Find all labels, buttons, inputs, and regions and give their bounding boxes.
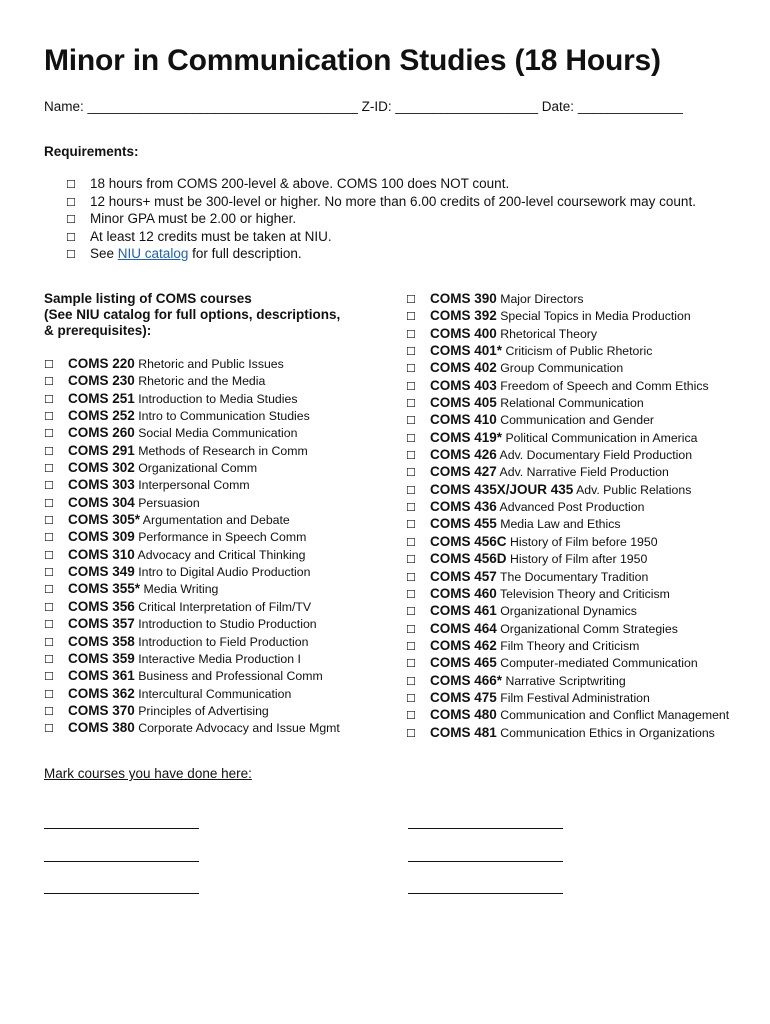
- course-item: [406, 326, 729, 343]
- course-code: COMS 475: [430, 689, 497, 705]
- checkbox[interactable]: ☐: [44, 600, 54, 614]
- checkbox[interactable]: ☐: [44, 358, 54, 371]
- course-item: [44, 616, 340, 633]
- course-title: Social Media Communication: [138, 426, 298, 441]
- course-title: Performance in Speech Comm: [138, 530, 307, 545]
- checkbox[interactable]: ☐: [406, 345, 416, 359]
- course-title: Rhetoric and Public Issues: [138, 357, 284, 371]
- course-code: COMS 291: [68, 442, 135, 458]
- course-item: [406, 291, 729, 308]
- course-item: [406, 430, 729, 447]
- course-code: COMS 251: [68, 390, 135, 406]
- course-code: COMS 305*: [68, 512, 141, 528]
- course-item: [406, 516, 729, 533]
- checkbox[interactable]: ☐: [406, 449, 416, 463]
- course-list-right: [406, 291, 729, 742]
- checkbox[interactable]: ☐: [44, 375, 54, 389]
- course-title: Adv. Public Relations: [576, 482, 692, 497]
- course-code: COMS 302: [68, 460, 135, 476]
- checkbox[interactable]: ☐: [406, 674, 416, 688]
- checkbox[interactable]: ☐: [406, 431, 416, 445]
- course-title: Organizational Comm Strategies: [500, 621, 678, 636]
- requirement-item: ☐ See NIU catalog for full description.: [66, 246, 696, 264]
- course-title: Communication Ethics in Organizations: [500, 725, 715, 740]
- sample-listing-heading: Sample listing of COMS courses (See NIU catalog for full options, descriptions, & prerequisites):: [44, 291, 341, 338]
- course-title: History of Film after 1950: [509, 552, 648, 567]
- checkbox[interactable]: ☐: [44, 652, 54, 666]
- course-code: COMS 481: [430, 724, 497, 740]
- checkbox[interactable]: ☐: [406, 466, 416, 480]
- course-title: Group Communication: [500, 361, 624, 376]
- course-item: [406, 534, 729, 551]
- course-code: COMS 304: [68, 494, 135, 510]
- student-info-line: [44, 99, 683, 114]
- course-code: COMS 402: [430, 360, 497, 376]
- course-title: Argumentation and Debate: [142, 513, 290, 528]
- course-item: [406, 464, 729, 481]
- course-item: [44, 443, 340, 460]
- course-title: Film Festival Administration: [500, 690, 650, 705]
- course-title: Adv. Documentary Field Production: [499, 448, 693, 463]
- course-title: Freedom of Speech and Comm Ethics: [500, 378, 709, 393]
- course-title: The Documentary Tradition: [499, 569, 649, 584]
- course-title: Computer-mediated Communication: [500, 656, 698, 671]
- requirements-list: [66, 176, 696, 264]
- checkbox[interactable]: ☐: [406, 709, 416, 723]
- mark-courses-label: Mark courses you have done here:: [44, 766, 252, 781]
- course-entry-blank[interactable]: [408, 893, 563, 894]
- course-title: Corporate Advocacy and Issue Mgmt: [138, 721, 340, 736]
- course-code: COMS 361: [68, 668, 135, 684]
- course-item: [44, 356, 340, 373]
- course-item: [44, 703, 340, 720]
- checkbox[interactable]: ☐: [44, 618, 54, 632]
- course-code: COMS 410: [430, 412, 497, 428]
- course-item: [44, 512, 340, 529]
- checkbox[interactable]: ☐: [44, 583, 54, 597]
- course-title: Methods of Research in Comm: [138, 443, 308, 458]
- course-item: [406, 551, 729, 568]
- requirements-heading: Requirements:: [44, 144, 139, 159]
- course-code: COMS 356: [68, 598, 135, 614]
- course-item: [44, 720, 340, 737]
- course-title: Organizational Dynamics: [500, 604, 637, 619]
- course-title: Political Communication in America: [505, 430, 698, 445]
- course-code: COMS 460: [430, 585, 497, 601]
- course-code: COMS 457: [430, 568, 497, 584]
- course-code: COMS 355*: [68, 581, 141, 597]
- course-title: Principles of Advertising: [138, 703, 269, 718]
- course-title: Advocacy and Critical Thinking: [137, 547, 306, 562]
- course-code: COMS 480: [430, 707, 497, 723]
- checkbox[interactable]: ☐: [406, 501, 416, 515]
- course-code: COMS 358: [68, 633, 135, 649]
- course-item: [44, 425, 340, 442]
- date-field[interactable]: ______________: [577, 99, 683, 114]
- course-title: Organizational Comm: [138, 461, 258, 476]
- course-item: [44, 391, 340, 408]
- course-item: [406, 603, 729, 620]
- course-title: Intro to Digital Audio Production: [138, 565, 311, 580]
- course-code: COMS 405: [430, 395, 497, 411]
- course-code: COMS 380: [68, 720, 135, 736]
- course-code: COMS 370: [68, 702, 135, 718]
- requirement-item: ☐ 12 hours+ must be 300-level or higher. No more than 6.00 credits of 200-level coursework may count.: [66, 194, 696, 212]
- course-item: [44, 668, 340, 685]
- course-code: COMS 456D: [430, 551, 507, 567]
- course-item: [406, 725, 729, 742]
- checkbox[interactable]: ☐: [44, 670, 54, 684]
- course-title: Communication and Conflict Management: [500, 708, 730, 723]
- checkbox[interactable]: ☐: [44, 635, 54, 649]
- course-item: [44, 564, 340, 581]
- course-entry-blank[interactable]: [44, 828, 199, 829]
- checkbox[interactable]: ☐: [406, 379, 416, 393]
- course-code: COMS 357: [68, 616, 135, 632]
- niu-catalog-link[interactable]: NIU catalog: [117, 246, 189, 261]
- course-code: COMS 260: [68, 425, 135, 441]
- course-item: [44, 581, 340, 598]
- course-code: COMS 427: [430, 464, 497, 480]
- checkbox[interactable]: ☐: [44, 722, 54, 736]
- course-code: COMS 309: [68, 529, 135, 545]
- checkbox[interactable]: ☐: [44, 566, 54, 580]
- checkbox[interactable]: ☐: [406, 605, 416, 619]
- course-item: [44, 477, 340, 494]
- zid-label: Z-ID:: [361, 99, 392, 114]
- course-title: Introduction to Field Production: [138, 634, 309, 649]
- checkbox[interactable]: ☐: [66, 195, 76, 209]
- requirement-item: ☐ Minor GPA must be 2.00 or higher.: [66, 211, 696, 229]
- checkbox[interactable]: ☐: [406, 362, 416, 376]
- course-title: Narrative Scriptwriting: [505, 673, 626, 688]
- checkbox[interactable]: ☐: [44, 410, 54, 424]
- course-entry-blank[interactable]: [44, 861, 199, 862]
- name-label: Name:: [44, 99, 84, 114]
- course-item: [406, 482, 729, 499]
- course-item: [406, 360, 729, 377]
- course-code: COMS 464: [430, 620, 497, 636]
- course-title: Persuasion: [138, 495, 200, 510]
- course-title: Relational Communication: [500, 396, 644, 411]
- course-item: [406, 378, 729, 395]
- course-title: Interpersonal Comm: [138, 478, 250, 493]
- course-item: [406, 308, 729, 325]
- course-title: Adv. Narrative Field Production: [499, 465, 669, 480]
- course-item: [406, 673, 729, 690]
- course-code: COMS 436: [430, 499, 497, 515]
- course-code: COMS 392: [430, 308, 497, 324]
- course-code: COMS 401*: [430, 343, 503, 359]
- checkbox[interactable]: ☐: [44, 444, 54, 458]
- course-item: [406, 621, 729, 638]
- checkbox[interactable]: ☐: [44, 392, 54, 406]
- course-title: Business and Professional Comm: [138, 669, 323, 684]
- checkbox[interactable]: ☐: [406, 726, 416, 740]
- course-code: COMS 462: [430, 637, 497, 653]
- course-item: [44, 599, 340, 616]
- course-item: [406, 447, 729, 464]
- course-item: [44, 373, 340, 390]
- checkbox[interactable]: ☐: [44, 531, 54, 545]
- checkbox[interactable]: ☐: [406, 310, 416, 324]
- course-code: COMS 362: [68, 685, 135, 701]
- course-item: [406, 343, 729, 360]
- checkbox[interactable]: ☐: [406, 553, 416, 567]
- course-item: [44, 529, 340, 546]
- checkbox[interactable]: ☐: [44, 514, 54, 528]
- course-code: COMS 455: [430, 516, 497, 532]
- course-title: Major Directors: [500, 292, 584, 306]
- course-item: [44, 686, 340, 703]
- course-item: [44, 495, 340, 512]
- course-code: COMS 466*: [430, 672, 503, 688]
- course-title: Introduction to Media Studies: [138, 391, 298, 406]
- course-item: [406, 586, 729, 603]
- checkbox[interactable]: ☐: [406, 639, 416, 653]
- page-title: Minor in Communication Studies (18 Hours): [44, 44, 661, 77]
- checkbox[interactable]: ☐: [406, 293, 416, 306]
- checkbox[interactable]: ☐: [44, 427, 54, 441]
- zid-field[interactable]: ___________________: [395, 99, 539, 114]
- course-title: Rhetorical Theory: [500, 326, 598, 341]
- course-code: COMS 230: [68, 373, 135, 389]
- course-code: COMS 419*: [430, 429, 503, 445]
- course-item: [406, 395, 729, 412]
- course-code: COMS 252: [68, 408, 135, 424]
- checkbox[interactable]: ☐: [406, 535, 416, 549]
- course-code: COMS 400: [430, 325, 497, 341]
- course-code: COMS 349: [68, 564, 135, 580]
- course-item: [406, 412, 729, 429]
- course-code: COMS 359: [68, 650, 135, 666]
- course-title: Media Writing: [143, 582, 219, 597]
- checkbox[interactable]: ☐: [66, 248, 76, 261]
- checkbox[interactable]: ☐: [406, 691, 416, 705]
- checkbox[interactable]: ☐: [406, 327, 416, 341]
- course-list-left: [44, 356, 340, 738]
- requirement-item: ☐ 18 hours from COMS 200-level & above. COMS 100 does NOT count.: [66, 176, 696, 194]
- course-item: [44, 651, 340, 668]
- course-code: COMS 465: [430, 655, 497, 671]
- checkbox[interactable]: ☐: [406, 483, 416, 497]
- course-item: [44, 547, 340, 564]
- course-code: COMS 456C: [430, 533, 507, 549]
- course-title: History of Film before 1950: [509, 534, 658, 549]
- course-title: Criticism of Public Rhetoric: [505, 344, 653, 359]
- course-entry-blank[interactable]: [44, 893, 199, 894]
- course-code: COMS 390: [430, 291, 497, 306]
- course-title: Advanced Post Production: [499, 500, 645, 515]
- checkbox[interactable]: ☐: [406, 622, 416, 636]
- course-item: [406, 569, 729, 586]
- course-title: Communication and Gender: [500, 413, 654, 428]
- course-code: COMS 220: [68, 356, 135, 371]
- course-title: Intro to Communication Studies: [138, 409, 310, 424]
- checkbox[interactable]: ☐: [406, 570, 416, 584]
- course-item: [44, 460, 340, 477]
- course-title: Interactive Media Production I: [138, 651, 301, 666]
- checkbox[interactable]: ☐: [66, 230, 76, 244]
- course-item: [406, 655, 729, 672]
- checkbox[interactable]: ☐: [406, 397, 416, 411]
- name-field[interactable]: ____________________________________: [87, 99, 358, 114]
- date-label: Date:: [541, 99, 575, 114]
- course-entry-blank[interactable]: [408, 861, 563, 862]
- course-item: [44, 634, 340, 651]
- course-code: COMS 435X/JOUR 435: [430, 481, 574, 497]
- checkbox[interactable]: ☐: [44, 462, 54, 476]
- course-code: COMS 310: [68, 546, 135, 562]
- course-title: Introduction to Studio Production: [138, 617, 317, 632]
- course-item: [44, 408, 340, 425]
- checkbox[interactable]: ☐: [44, 704, 54, 718]
- checkbox[interactable]: ☐: [406, 657, 416, 671]
- checkbox[interactable]: ☐: [406, 414, 416, 428]
- course-entry-blank[interactable]: [408, 828, 563, 829]
- course-title: Rhetoric and the Media: [138, 374, 266, 389]
- course-title: Media Law and Ethics: [500, 517, 621, 532]
- course-item: [406, 707, 729, 724]
- course-title: Film Theory and Criticism: [500, 638, 640, 653]
- course-code: COMS 426: [430, 447, 497, 463]
- course-title: Intercultural Communication: [138, 686, 292, 701]
- course-code: COMS 303: [68, 477, 135, 493]
- course-title: Television Theory and Criticism: [499, 586, 670, 601]
- checkbox[interactable]: ☐: [406, 587, 416, 601]
- course-code: COMS 403: [430, 377, 497, 393]
- checkbox[interactable]: ☐: [66, 178, 76, 191]
- course-title: Special Topics in Media Production: [500, 309, 691, 324]
- requirement-item: ☐ At least 12 credits must be taken at NIU.: [66, 229, 696, 247]
- course-item: [406, 638, 729, 655]
- checkbox[interactable]: ☐: [44, 548, 54, 562]
- checkbox[interactable]: ☐: [66, 213, 76, 226]
- checkbox[interactable]: ☐: [44, 479, 54, 493]
- checkbox[interactable]: ☐: [44, 496, 54, 510]
- course-title: Critical Interpretation of Film/TV: [138, 599, 312, 614]
- checkbox[interactable]: ☐: [406, 518, 416, 532]
- course-item: [406, 690, 729, 707]
- course-code: COMS 461: [430, 603, 497, 619]
- checkbox[interactable]: ☐: [44, 687, 54, 701]
- course-item: [406, 499, 729, 516]
